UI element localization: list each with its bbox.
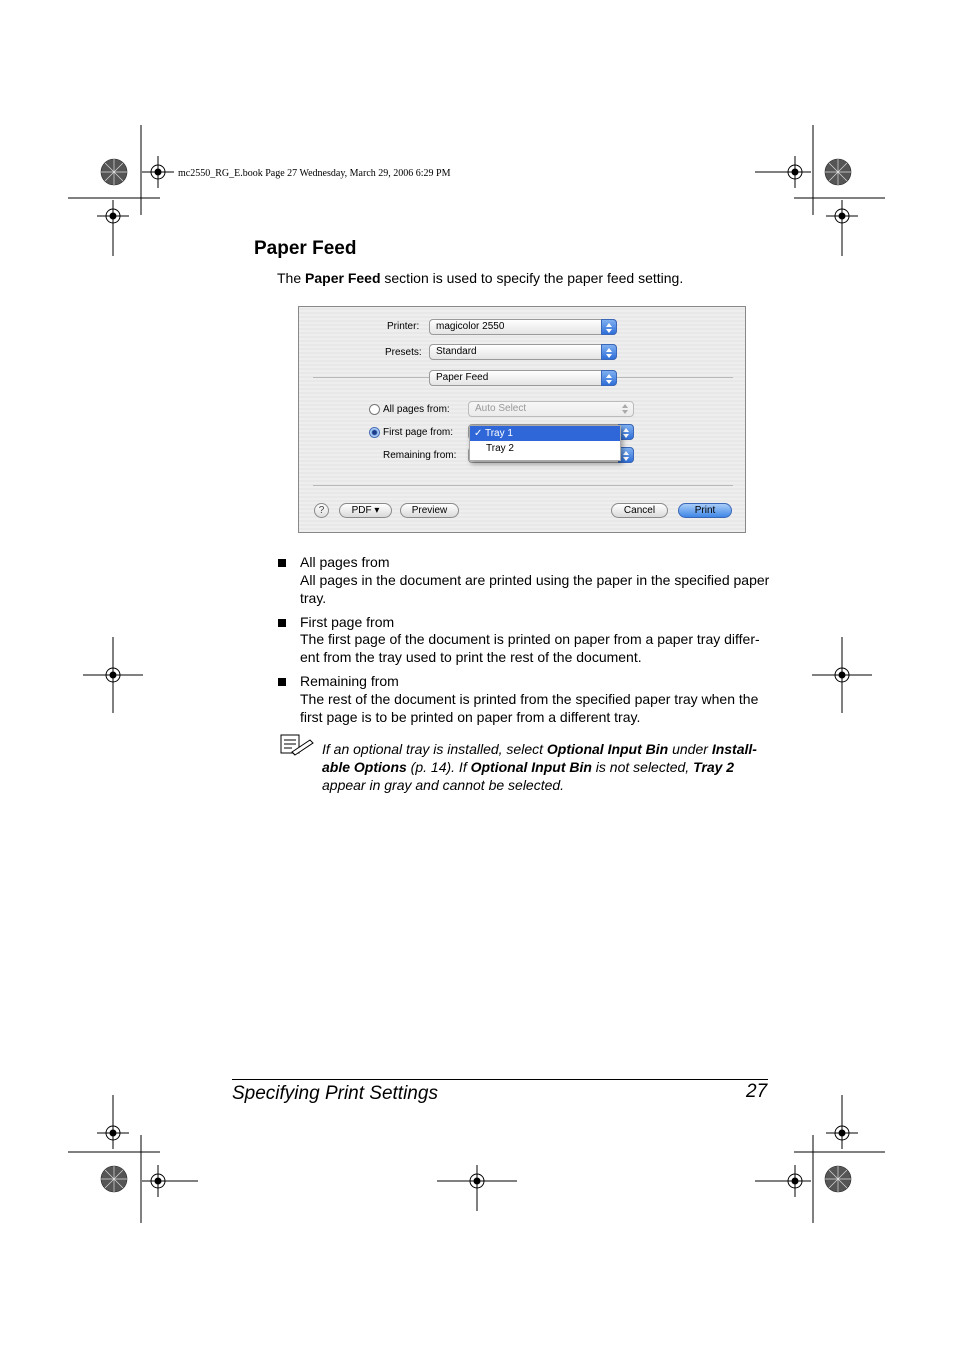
note-span: (p. 14). If	[406, 759, 471, 775]
cancel-button[interactable]: Cancel	[611, 503, 668, 518]
preview-button[interactable]: Preview	[400, 503, 459, 518]
bullet-desc: The first page of the document is printed on paper from a paper tray differ-ent from the tray used to print the rest of the document.	[300, 631, 760, 665]
print-dialog	[298, 306, 746, 533]
printer-label: Printer:	[387, 321, 420, 332]
menu-item-tray-2[interactable]: Tray 2	[486, 443, 514, 454]
section-title: Paper Feed	[254, 238, 357, 259]
printer-value: magicolor 2550	[436, 321, 505, 332]
page-number: 27	[746, 1081, 768, 1102]
presets-popup[interactable]	[429, 344, 617, 360]
separator	[313, 377, 429, 378]
presets-value: Standard	[436, 346, 477, 357]
separator	[313, 485, 733, 486]
printer-popup[interactable]	[429, 319, 617, 335]
footer-rule	[232, 1079, 768, 1080]
popup-arrows-icon	[601, 344, 617, 360]
note-bold: Optional Input Bin	[546, 741, 669, 757]
pdf-button[interactable]: PDF ▾	[339, 503, 392, 518]
popup-arrows-icon	[601, 370, 617, 386]
separator	[617, 377, 733, 378]
note-bold: Tray 2	[693, 759, 735, 775]
help-button[interactable]: ?	[314, 503, 329, 518]
all-pages-popup[interactable]	[468, 401, 634, 417]
note-span: under	[668, 741, 712, 757]
print-slug: mc2550_RG_E.book Page 27 Wednesday, March 29, 2006 6:29 PM	[178, 168, 451, 179]
bullet-marker	[278, 678, 286, 686]
bullet-title: Remaining from	[300, 673, 399, 689]
note-bold: Optional Input Bin	[470, 759, 592, 775]
tray-menu	[469, 425, 621, 461]
presets-label: Presets:	[385, 347, 422, 358]
bullet-title: First page from	[300, 614, 395, 630]
intro-text-end: section is used to specify the paper feed setting.	[380, 270, 684, 286]
first-page-label: First page from:	[383, 427, 454, 438]
all-pages-radio[interactable]	[369, 404, 380, 415]
print-button[interactable]: Print	[678, 503, 732, 518]
bullet-desc: The rest of the document is printed from the specified paper tray when the first page is to be printed on paper from a different tray.	[300, 691, 759, 725]
popup-arrows-icon	[618, 401, 634, 417]
note-text	[322, 740, 772, 794]
all-pages-value: Auto Select	[475, 403, 527, 414]
first-page-radio[interactable]	[369, 427, 380, 438]
footer-title: Specifying Print Settings	[232, 1083, 438, 1104]
bullet-marker	[278, 559, 286, 567]
section-intro	[277, 270, 683, 286]
all-pages-label: All pages from:	[383, 404, 450, 415]
remaining-label: Remaining from:	[383, 450, 457, 461]
note-span: is not selected,	[591, 759, 694, 775]
note-span: If an optional tray is installed, select	[322, 741, 547, 757]
bullet-marker	[278, 619, 286, 627]
panel-value: Paper Feed	[436, 372, 489, 383]
popup-arrows-icon	[601, 319, 617, 335]
note-pencil-icon	[280, 734, 314, 756]
panel-popup[interactable]	[429, 370, 617, 386]
menu-item-tray-1[interactable]: ✓ Tray 1	[470, 426, 620, 441]
intro-text: The	[277, 270, 306, 286]
note-bold: Install-able Options	[322, 741, 757, 775]
intro-bold: Paper Feed	[305, 270, 381, 286]
bullet-desc: All pages in the document are printed using the paper in the specified paper tray.	[300, 572, 770, 606]
bullet-title: All pages from	[300, 554, 390, 570]
note-span: appear in gray and cannot be selected.	[322, 777, 565, 793]
